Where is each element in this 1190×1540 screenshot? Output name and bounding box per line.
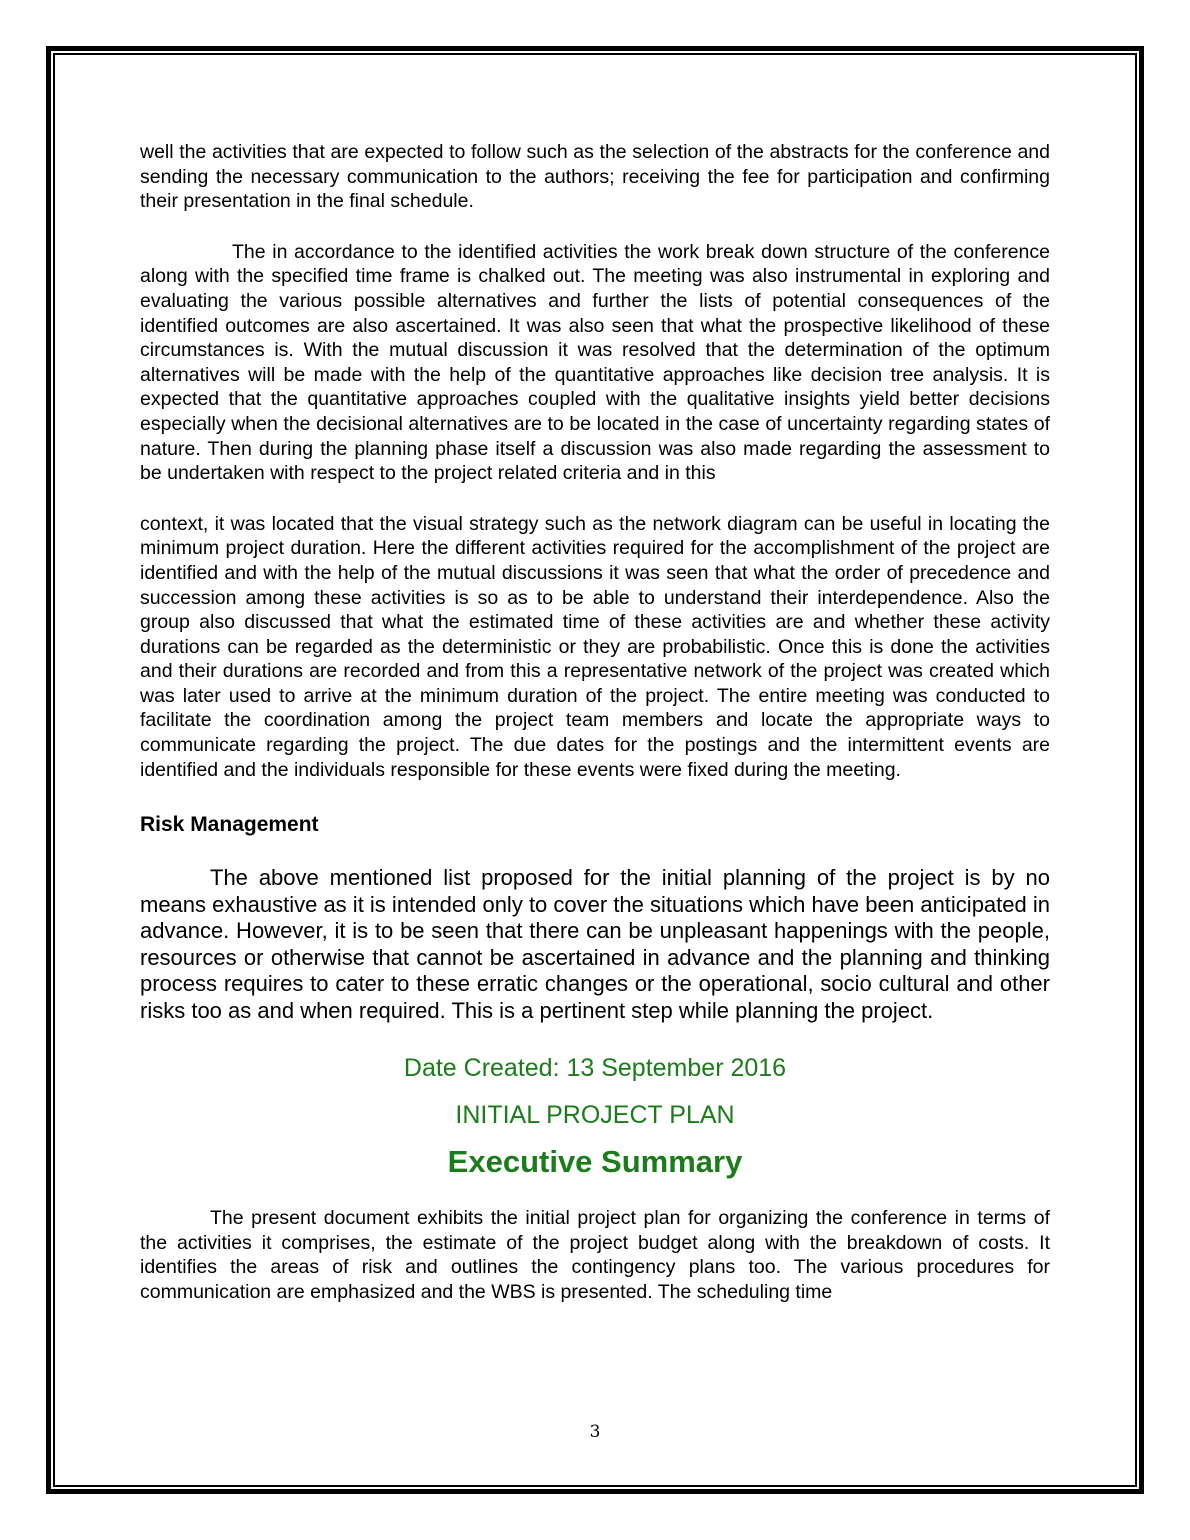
- page-content: [140, 140, 1050, 1305]
- paragraph-network-diagram: context, it was located that the visual strategy such as the network diagram can be useful in locating the minimum project duration. Here the different activities required for the accomplishment of the project are identified and with the help of the mutual discussions it was seen that what the order of precedence and succession among these activities is so as to be able to understand their interdependence. Also the group also discussed that what the estimated time of these activities are and whether these activity durations can be regarded as the deterministic or they are probabilistic. Once this is done the activities and their durations are recorded and from this a representative network of the project was created which was later used to arrive at the minimum duration of the project. The entire meeting was conducted to facilitate the coordination among the project team members and locate the appropriate ways to communicate regarding the project. The due dates for the postings and the intermittent events are identified and the individuals responsible for these events were fixed during the meeting.: [140, 512, 1050, 781]
- risk-management-heading: Risk Management: [140, 813, 319, 837]
- paragraph-wbs: The in accordance to the identified activities the work break down structure of the conference along with the specified time frame is chalked out. The meeting was also instrumental in exploring and evaluating the various possible alternatives and further the lists of potential consequences of the identified outcomes are also ascertained. It was also seen that what the prospective likelihood of these circumstances is. With the mutual discussion it was resolved that the determination of the optimum alternatives will be made with the help of the quantitative approaches like decision tree analysis. It is expected that the quantitative approaches coupled with the qualitative insights yield better decisions especially when the decisional alternatives are to be located in the case of uncertainty regarding states of nature. Then during the planning phase itself a discussion was also made regarding the assessment to be undertaken with respect to the project related criteria and in this: [140, 240, 1050, 485]
- paragraph-continuation: well the activities that are expected to follow such as the selection of the abstracts for the conference and sending the necessary communication to the authors; receiving the fee for participation and confirming their presentation in the final schedule.: [140, 141, 1050, 213]
- date-created: Date Created: 13 September 2016: [403, 1054, 787, 1083]
- page-number: 3: [589, 1422, 601, 1442]
- executive-summary-heading: Executive Summary: [447, 1144, 743, 1180]
- risk-management-paragraph: The above mentioned list proposed for the initial planning of the project is by no means exhaustive as it is intended only to cover the situations which have been anticipated in advance. However, it is to be seen that there can be unpleasant happenings with the people, resources or otherwise that cannot be ascertained in advance and the planning and thinking process requires to cater to these erratic changes or the operational, socio cultural and other risks too as and when required. This is a pertinent step while planning the project.: [140, 865, 1050, 1023]
- plan-title: INITIAL PROJECT PLAN: [455, 1101, 735, 1130]
- executive-summary-paragraph: The present document exhibits the initial project plan for organizing the conference in terms of the activities it comprises, the estimate of the project budget along with the breakdown of costs. It identifies the areas of risk and outlines the contingency plans too. The various procedures for communication are emphasized and the WBS is presented. The scheduling time: [140, 1207, 1050, 1304]
